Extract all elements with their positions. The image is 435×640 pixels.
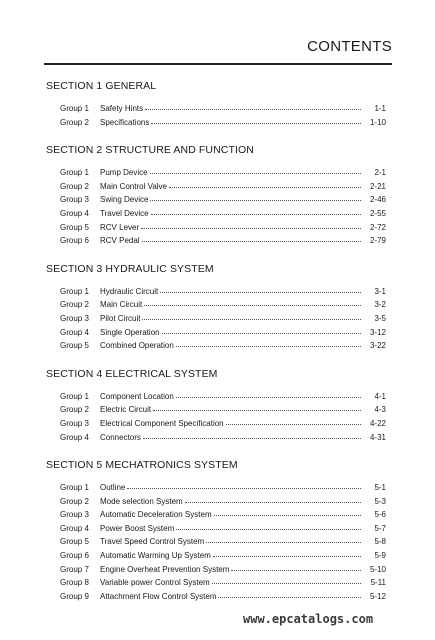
group-number: Group 2 <box>60 300 89 310</box>
entry-label: Connectors <box>100 432 141 442</box>
toc-section <box>46 368 386 446</box>
page-title: CONTENTS <box>307 38 392 55</box>
toc-entry[interactable] <box>60 209 386 223</box>
group-number: Group 1 <box>60 286 89 296</box>
entry-label: Safety Hints <box>100 104 144 113</box>
group-number: Group 9 <box>60 591 89 601</box>
dot-leader <box>231 564 361 571</box>
toc-entry[interactable] <box>60 510 386 524</box>
dot-leader <box>226 418 361 425</box>
entry-label: Travel Speed Control System <box>100 537 205 547</box>
page-number: 2-72 <box>369 222 386 232</box>
group-number: Group 3 <box>60 195 89 205</box>
page-number: 5-11 <box>370 578 386 588</box>
entry-label: Swing Device <box>100 195 149 205</box>
group-number: Group 4 <box>60 523 89 533</box>
toc-entry[interactable] <box>60 104 386 118</box>
group-number: Group 6 <box>60 236 89 246</box>
page-number: 5-8 <box>374 537 386 547</box>
toc-entry[interactable] <box>60 405 386 419</box>
group-number: Group 2 <box>60 496 89 506</box>
page-number: 2-55 <box>369 208 386 218</box>
entry-label: RCV Pedal <box>100 236 140 246</box>
dot-leader <box>150 194 361 201</box>
toc-entry[interactable] <box>60 524 386 538</box>
group-number: Group 2 <box>60 405 89 415</box>
group-number: Group 6 <box>60 551 89 561</box>
dot-leader <box>127 482 361 489</box>
group-number: Group 1 <box>60 168 89 178</box>
toc-entry[interactable] <box>60 223 386 237</box>
entry-label: Single Operation <box>100 327 160 337</box>
dot-leader <box>143 432 361 439</box>
entry-label: Outline <box>100 483 126 493</box>
entry-label: Combined Operation <box>100 341 174 351</box>
entry-label: Automatic Warming Up System <box>100 551 211 561</box>
toc-entry[interactable] <box>60 419 386 433</box>
toc-entry[interactable] <box>60 483 386 497</box>
toc-entry[interactable] <box>60 537 386 551</box>
page-number: 3-12 <box>369 327 386 337</box>
entry-label: Component Location <box>100 391 174 401</box>
toc-section <box>46 144 386 250</box>
page-number: 2-46 <box>369 195 386 205</box>
dot-leader <box>213 550 361 557</box>
dot-leader <box>176 340 361 347</box>
entry-label: Pump Device <box>100 168 148 178</box>
watermark-text: www.epcatalogs.com <box>243 612 374 626</box>
entry-list <box>60 104 386 131</box>
toc-entry[interactable] <box>60 578 386 592</box>
table-of-contents <box>46 80 386 618</box>
page-number: 3-1 <box>374 286 386 296</box>
section-title: SECTION 2 STRUCTURE AND FUNCTION <box>46 144 254 157</box>
entry-label: Hydraulic Circuit <box>100 286 159 296</box>
entry-label: Pilot Circuit <box>100 313 141 323</box>
group-number: Group 4 <box>60 432 89 442</box>
entry-label: Power Boost System <box>100 523 175 533</box>
group-number: Group 3 <box>60 418 89 428</box>
dot-leader <box>185 496 361 503</box>
page-number: 4-31 <box>369 432 386 442</box>
entry-label: Specifications <box>100 117 150 127</box>
dot-leader <box>144 299 361 306</box>
group-number: Group 7 <box>60 564 89 574</box>
toc-entry[interactable] <box>60 195 386 209</box>
page-number: 2-79 <box>369 236 386 246</box>
dot-leader <box>169 181 361 188</box>
group-number: Group 3 <box>60 510 89 520</box>
toc-entry[interactable] <box>60 497 386 511</box>
entry-list <box>60 392 386 446</box>
page-number: 5-1 <box>374 483 386 493</box>
group-number: Group 5 <box>60 222 89 232</box>
toc-entry[interactable] <box>60 433 386 447</box>
toc-entry[interactable] <box>60 314 386 328</box>
entry-label: Attachment Flow Control System <box>100 591 217 601</box>
toc-entry[interactable] <box>60 341 386 355</box>
dot-leader <box>142 313 361 320</box>
group-number: Group 1 <box>60 104 89 113</box>
entry-label: Electric Circuit <box>100 405 152 415</box>
toc-entry[interactable] <box>60 236 386 250</box>
dot-leader <box>212 577 361 584</box>
entry-label: Mode selection System <box>100 496 183 506</box>
toc-section <box>46 263 386 355</box>
entry-label: Main Control Valve <box>100 181 167 191</box>
page-number: 5-3 <box>374 496 386 506</box>
group-number: Group 8 <box>60 578 89 588</box>
toc-section <box>46 459 386 605</box>
dot-leader <box>150 167 361 174</box>
entry-label: Variable power Control System <box>100 578 210 588</box>
page-number: 3-22 <box>369 341 386 351</box>
toc-entry[interactable] <box>60 300 386 314</box>
page-number: 4-1 <box>374 391 386 401</box>
toc-entry[interactable] <box>60 592 386 606</box>
section-title: SECTION 4 ELECTRICAL SYSTEM <box>46 367 218 380</box>
group-number: Group 5 <box>60 341 89 351</box>
page-number: 2-21 <box>369 181 386 191</box>
dot-leader <box>218 591 361 598</box>
dot-leader <box>141 222 361 229</box>
dot-leader <box>145 103 361 110</box>
group-number: Group 5 <box>60 537 89 547</box>
entry-list <box>60 287 386 355</box>
entry-label: Engine Overheat Prevention System <box>100 564 230 574</box>
group-number: Group 1 <box>60 483 89 493</box>
dot-leader <box>176 523 361 530</box>
group-number: Group 4 <box>60 327 89 337</box>
toc-entry[interactable] <box>60 182 386 196</box>
dot-leader <box>160 286 361 293</box>
entry-label: Travel Device <box>100 208 149 218</box>
group-number: Group 3 <box>60 313 89 323</box>
toc-entry[interactable] <box>60 168 386 182</box>
dot-leader <box>151 208 361 215</box>
entry-label: Electrical Component Specification <box>100 418 224 428</box>
entry-label: Main Circuit <box>100 300 143 310</box>
section-title: SECTION 5 MECHATRONICS SYSTEM <box>46 459 238 472</box>
page-number: 5-7 <box>374 523 386 533</box>
page-number: 1-1 <box>374 104 386 113</box>
dot-leader <box>151 117 361 124</box>
dot-leader <box>206 536 361 543</box>
toc-entry[interactable] <box>60 118 386 132</box>
page-number: 1-10 <box>369 117 386 127</box>
page-number: 4-22 <box>369 418 386 428</box>
toc-section <box>46 80 386 131</box>
page-number: 5-6 <box>374 510 386 520</box>
entry-list <box>60 483 386 605</box>
toc-entry[interactable] <box>60 392 386 406</box>
group-number: Group 4 <box>60 208 89 218</box>
toc-entry[interactable] <box>60 328 386 342</box>
contents-header <box>44 38 392 65</box>
entry-label: Automatic Deceleration System <box>100 510 212 520</box>
toc-entry[interactable] <box>60 565 386 579</box>
group-number: Group 2 <box>60 181 89 191</box>
dot-leader <box>176 391 361 398</box>
group-number: Group 2 <box>60 117 89 127</box>
dot-leader <box>142 235 361 242</box>
page-number: 5-12 <box>369 591 386 601</box>
dot-leader <box>162 327 361 334</box>
section-title: SECTION 3 HYDRAULIC SYSTEM <box>46 262 214 275</box>
toc-entry[interactable] <box>60 287 386 301</box>
page-number: 3-5 <box>374 313 386 323</box>
page-number: 5-9 <box>374 551 386 561</box>
section-title: SECTION 1 GENERAL <box>46 80 157 92</box>
dot-leader <box>214 509 361 516</box>
page-number: 3-2 <box>374 300 386 310</box>
entry-list <box>60 168 386 250</box>
entry-label: RCV Lever <box>100 222 140 232</box>
toc-entry[interactable] <box>60 551 386 565</box>
page-number: 5-10 <box>369 564 386 574</box>
group-number: Group 1 <box>60 391 89 401</box>
page-number: 2-1 <box>374 168 386 178</box>
dot-leader <box>153 404 361 411</box>
page-number: 4-3 <box>374 405 386 415</box>
